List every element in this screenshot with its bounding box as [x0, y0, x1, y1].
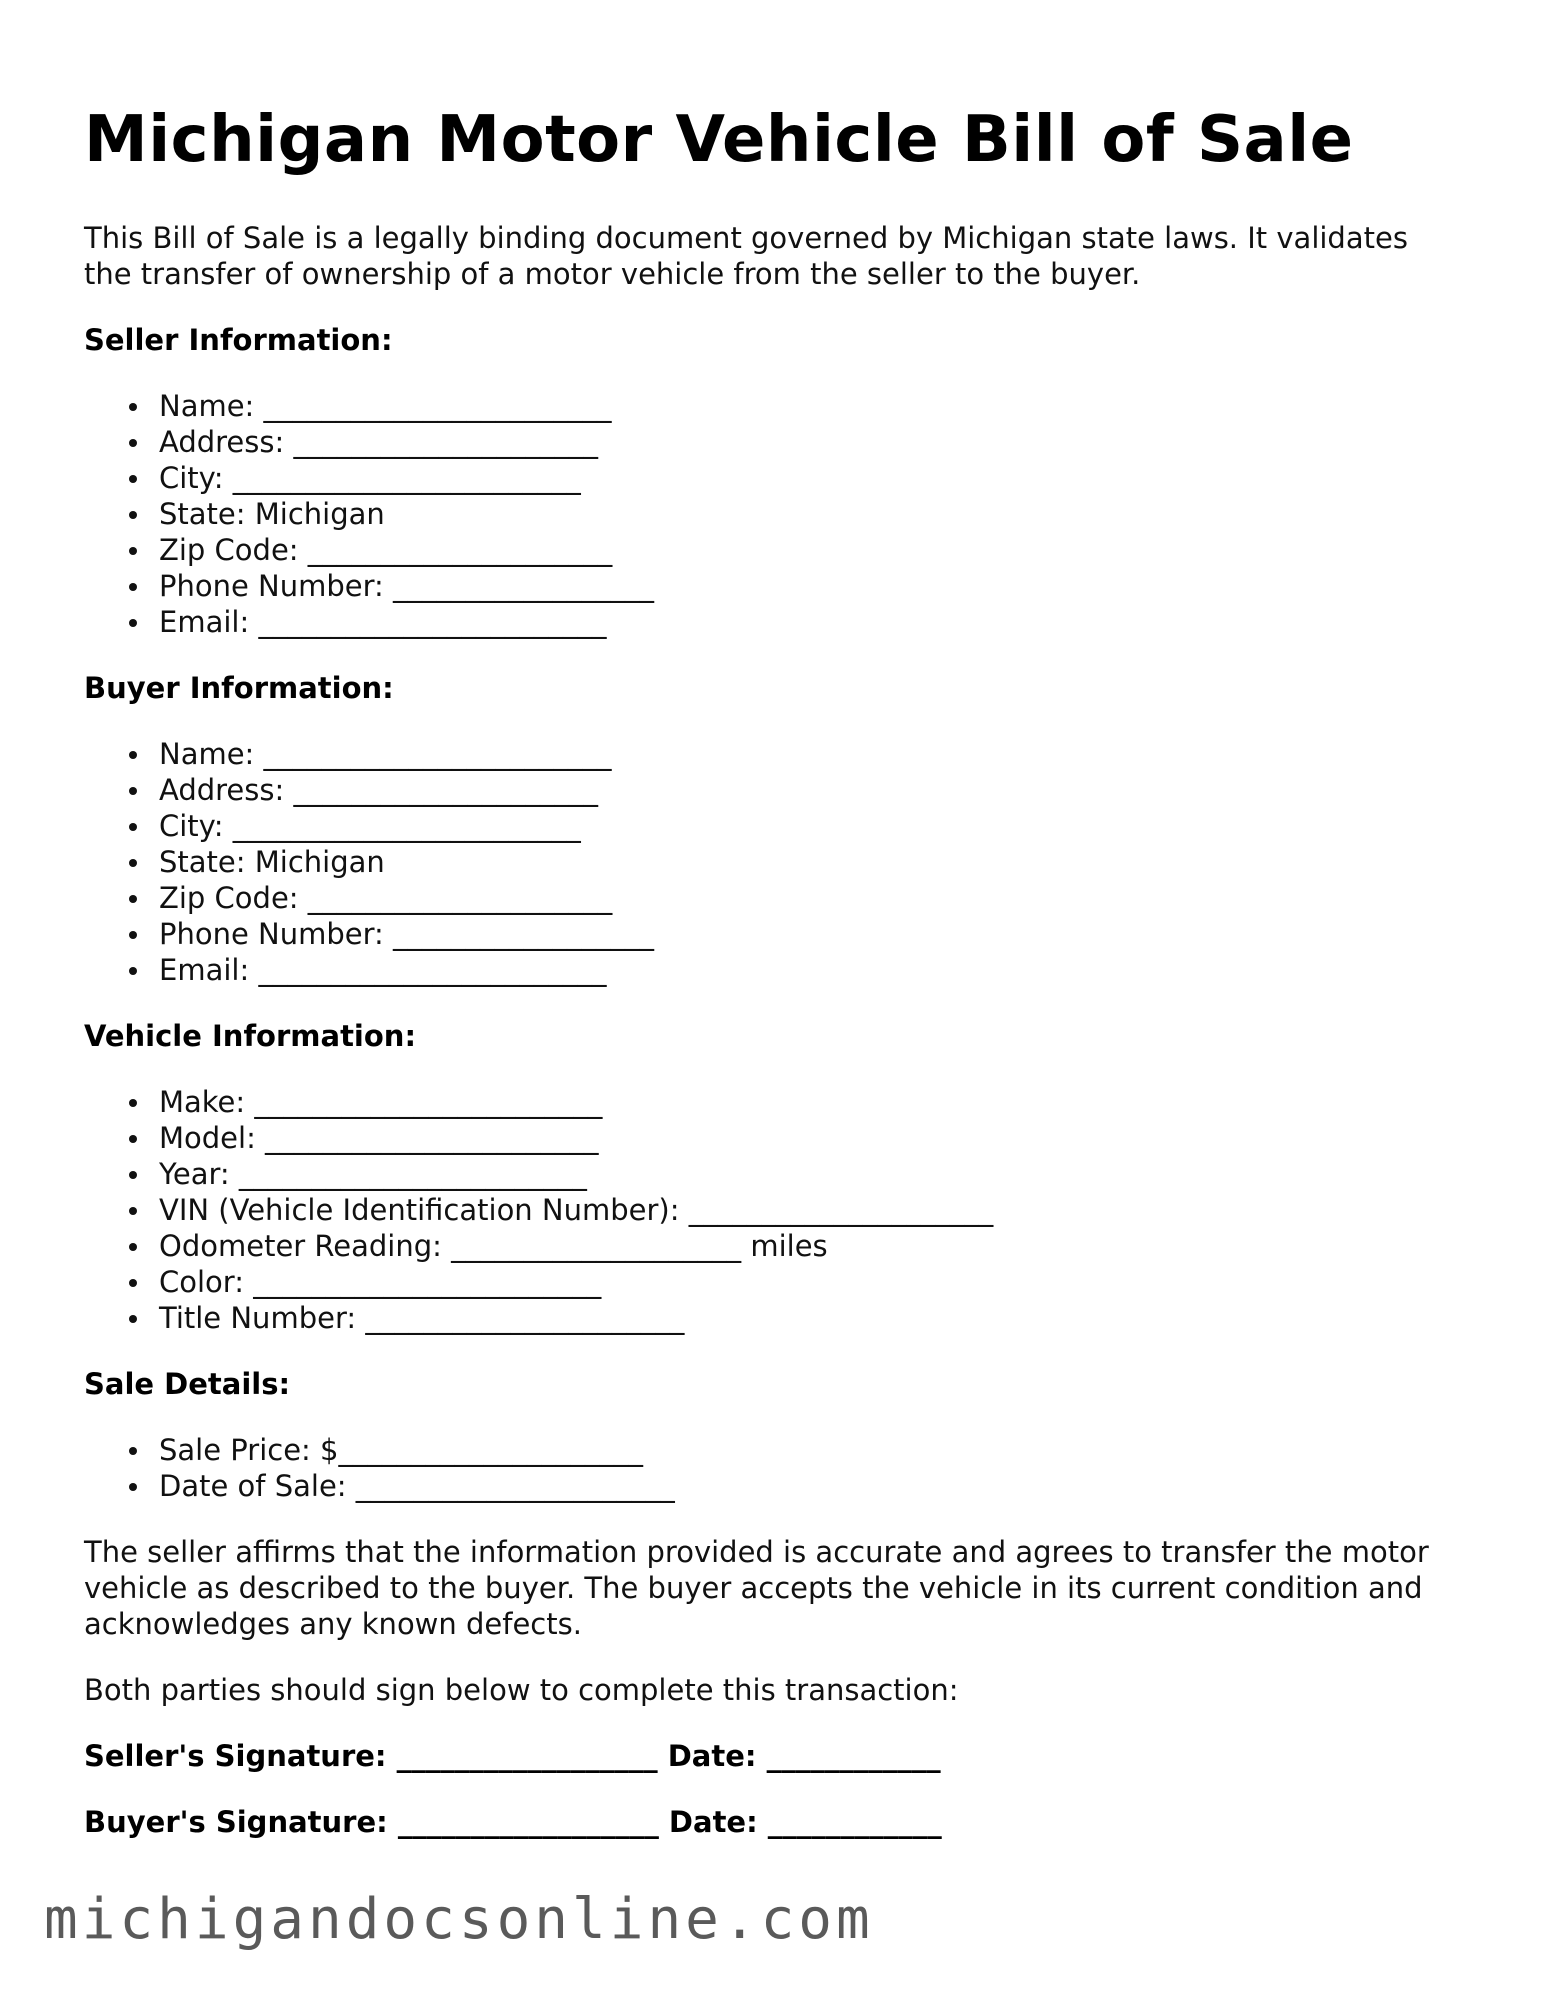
vehicle-section-heading: Vehicle Information: [84, 1019, 417, 1053]
sign-instruction: Both parties should sign below to complete this transaction: [84, 1673, 959, 1707]
seller-address-field: Address: _____________________ [159, 424, 1484, 460]
seller-section-heading: Seller Information: [84, 323, 393, 357]
vehicle-color-field: Color: ________________________ [159, 1264, 1484, 1300]
buyer-field-list [84, 736, 1484, 988]
seller-name-field: Name: ________________________ [159, 388, 1484, 424]
intro-paragraph: This Bill of Sale is a legally binding document governed by Michigan state laws. It validates the transfer of ownership of a motor vehicle from the seller to the buyer. [84, 221, 1408, 291]
affirmation-paragraph: The seller affirms that the information provided is accurate and agrees to transfer the motor vehicle as described to the buyer. The buyer accepts the vehicle in its current condition and acknowledges any known defects. [84, 1535, 1429, 1641]
vehicle-model-field: Model: _______________________ [159, 1120, 1484, 1156]
vehicle-year-field: Year: ________________________ [159, 1156, 1484, 1192]
seller-field-list [84, 388, 1484, 640]
vehicle-vin-field: VIN (Vehicle Identification Number): _____________________ [159, 1192, 1484, 1228]
buyer-state-field: State: Michigan [159, 844, 1484, 880]
seller-city-field: City: ________________________ [159, 460, 1484, 496]
buyer-zip-field: Zip Code: _____________________ [159, 880, 1484, 916]
buyer-email-field: Email: ________________________ [159, 952, 1484, 988]
buyer-city-field: City: ________________________ [159, 808, 1484, 844]
vehicle-field-list [84, 1084, 1484, 1336]
document-page [84, 100, 1484, 1840]
sale-field-list [84, 1432, 1484, 1504]
page-title: Michigan Motor Vehicle Bill of Sale [84, 103, 1354, 177]
buyer-section-heading: Buyer Information: [84, 671, 394, 705]
buyer-phone-field: Phone Number: __________________ [159, 916, 1484, 952]
seller-signature-line: Seller's Signature: __________________ Date: ____________ [84, 1739, 941, 1773]
sale-section-heading: Sale Details: [84, 1367, 291, 1401]
sale-date-field: Date of Sale: ______________________ [159, 1468, 1484, 1504]
vehicle-odometer-field: Odometer Reading: ____________________ miles [159, 1228, 1484, 1264]
buyer-name-field: Name: ________________________ [159, 736, 1484, 772]
sale-price-field: Sale Price: $_____________________ [159, 1432, 1484, 1468]
vehicle-title-number-field: Title Number: ______________________ [159, 1300, 1484, 1336]
seller-email-field: Email: ________________________ [159, 604, 1484, 640]
buyer-address-field: Address: _____________________ [159, 772, 1484, 808]
site-watermark: michigandocsonline.com [44, 1887, 874, 1952]
seller-zip-field: Zip Code: _____________________ [159, 532, 1484, 568]
seller-state-field: State: Michigan [159, 496, 1484, 532]
vehicle-make-field: Make: ________________________ [159, 1084, 1484, 1120]
buyer-signature-line: Buyer's Signature: __________________ Date: ____________ [84, 1805, 942, 1839]
seller-phone-field: Phone Number: __________________ [159, 568, 1484, 604]
